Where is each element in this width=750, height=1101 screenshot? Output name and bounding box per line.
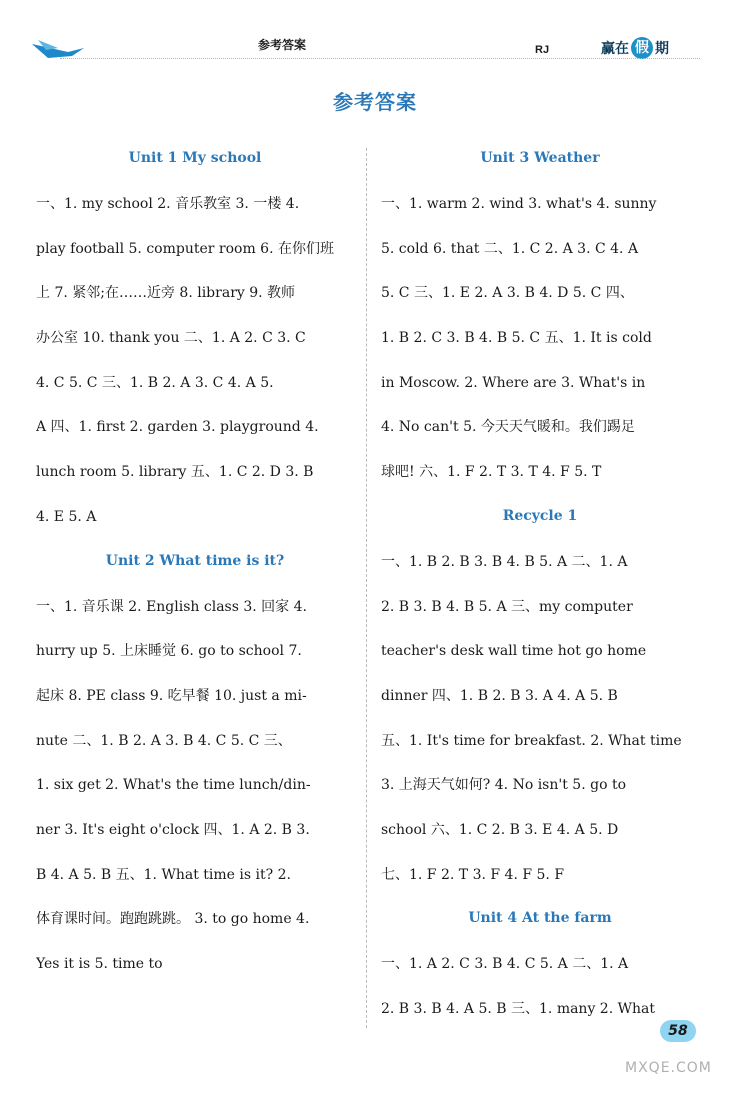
answer-line: 体育课时间。跑跑跳跳。 3. to go home 4.: [36, 911, 310, 928]
brand-text-after: 期: [655, 41, 669, 57]
edition-label: RJ: [535, 44, 550, 56]
answer-line: 2. B 3. B 4. A 5. B 三、1. many 2. What: [381, 1001, 655, 1017]
answer-line: 办公室 10. thank you 二、1. A 2. C 3. C: [36, 330, 306, 347]
answer-line: 七、1. F 2. T 3. F 4. F 5. F: [381, 866, 565, 883]
brand-text-highlight: 假: [631, 37, 653, 59]
unit2-title: Unit 2 What time is it?: [105, 552, 285, 569]
answer-line: 4. E 5. A: [36, 508, 97, 525]
answer-line: 5. C 三、1. E 2. A 3. B 4. D 5. C 四、: [381, 285, 634, 302]
answer-line: 起床 8. PE class 9. 吃早餐 10. just a mi-: [36, 687, 307, 704]
answer-line: A 四、1. first 2. garden 3. playground 4.: [36, 419, 319, 436]
unit4-title: Unit 4 At the farm: [468, 910, 612, 927]
page-number: 58: [660, 1020, 696, 1042]
answer-line: 球吧! 六、1. F 2. T 3. T 4. F 5. T: [381, 464, 602, 481]
answer-line: 5. cold 6. that 二、1. C 2. A 3. C 4. A: [381, 240, 639, 257]
right-column: [381, 145, 699, 1040]
answer-line: 4. No can't 5. 今天天气暖和。我们踢足: [381, 419, 635, 436]
brand-logo: [595, 38, 675, 58]
answer-line: 2. B 3. B 4. B 5. A 三、my computer: [381, 598, 633, 615]
watermark: MXQE.COM: [625, 1060, 712, 1076]
header-title: 参考答案: [258, 38, 307, 52]
left-column: [36, 145, 354, 995]
answer-line: 一、1. my school 2. 音乐教室 3. 一楼 4.: [36, 196, 300, 212]
answer-line: play football 5. computer room 6. 在你们班: [36, 240, 334, 257]
page-title: 参考答案: [333, 90, 417, 114]
answer-line: dinner 四、1. B 2. B 3. A 4. A 5. B: [381, 687, 618, 704]
column-divider: [366, 148, 367, 1028]
header-divider: [60, 58, 700, 60]
unit3-title: Unit 3 Weather: [480, 150, 600, 166]
answer-line: Yes it is 5. time to: [36, 956, 163, 972]
answer-line: lunch room 5. library 五、1. C 2. D 3. B: [36, 464, 314, 481]
answer-line: nute 二、1. B 2. A 3. B 4. C 5. C 三、: [36, 732, 292, 749]
answer-line: 上 7. 紧邻;在……近旁 8. library 9. 教师: [36, 285, 296, 302]
page-header: [0, 0, 750, 80]
answer-line: 一、1. B 2. B 3. B 4. B 5. A 二、1. A: [381, 553, 628, 570]
answer-line: ner 3. It's eight o'clock 四、1. A 2. B 3.: [36, 821, 310, 838]
answer-line: 1. six get 2. What's the time lunch/din-: [36, 777, 311, 794]
answer-line: 五、1. It's time for breakfast. 2. What time: [381, 732, 682, 749]
answer-line: hurry up 5. 上床睡觉 6. go to school 7.: [36, 643, 302, 660]
answer-line: in Moscow. 2. Where are 3. What's in: [381, 374, 646, 391]
answer-line: B 4. A 5. B 五、1. What time is it? 2.: [36, 866, 291, 883]
answer-line: 一、1. 音乐课 2. English class 3. 回家 4.: [36, 598, 307, 615]
answer-line: school 六、1. C 2. B 3. E 4. A 5. D: [381, 821, 619, 838]
answer-line: 1. B 2. C 3. B 4. B 5. C 五、1. It is cold: [381, 330, 652, 347]
answer-line: 4. C 5. C 三、1. B 2. A 3. C 4. A 5.: [36, 374, 274, 391]
answer-line: 一、1. A 2. C 3. B 4. C 5. A 二、1. A: [381, 956, 629, 973]
brand-text-before: 赢在: [601, 41, 629, 57]
answer-line: 一、1. warm 2. wind 3. what's 4. sunny: [381, 196, 657, 212]
answer-line: 3. 上海天气如何? 4. No isn't 5. go to: [381, 777, 627, 794]
unit1-title: Unit 1 My school: [128, 150, 262, 166]
recycle1-title: Recycle 1: [502, 507, 578, 524]
answer-line: teacher's desk wall time hot go home: [381, 643, 647, 660]
